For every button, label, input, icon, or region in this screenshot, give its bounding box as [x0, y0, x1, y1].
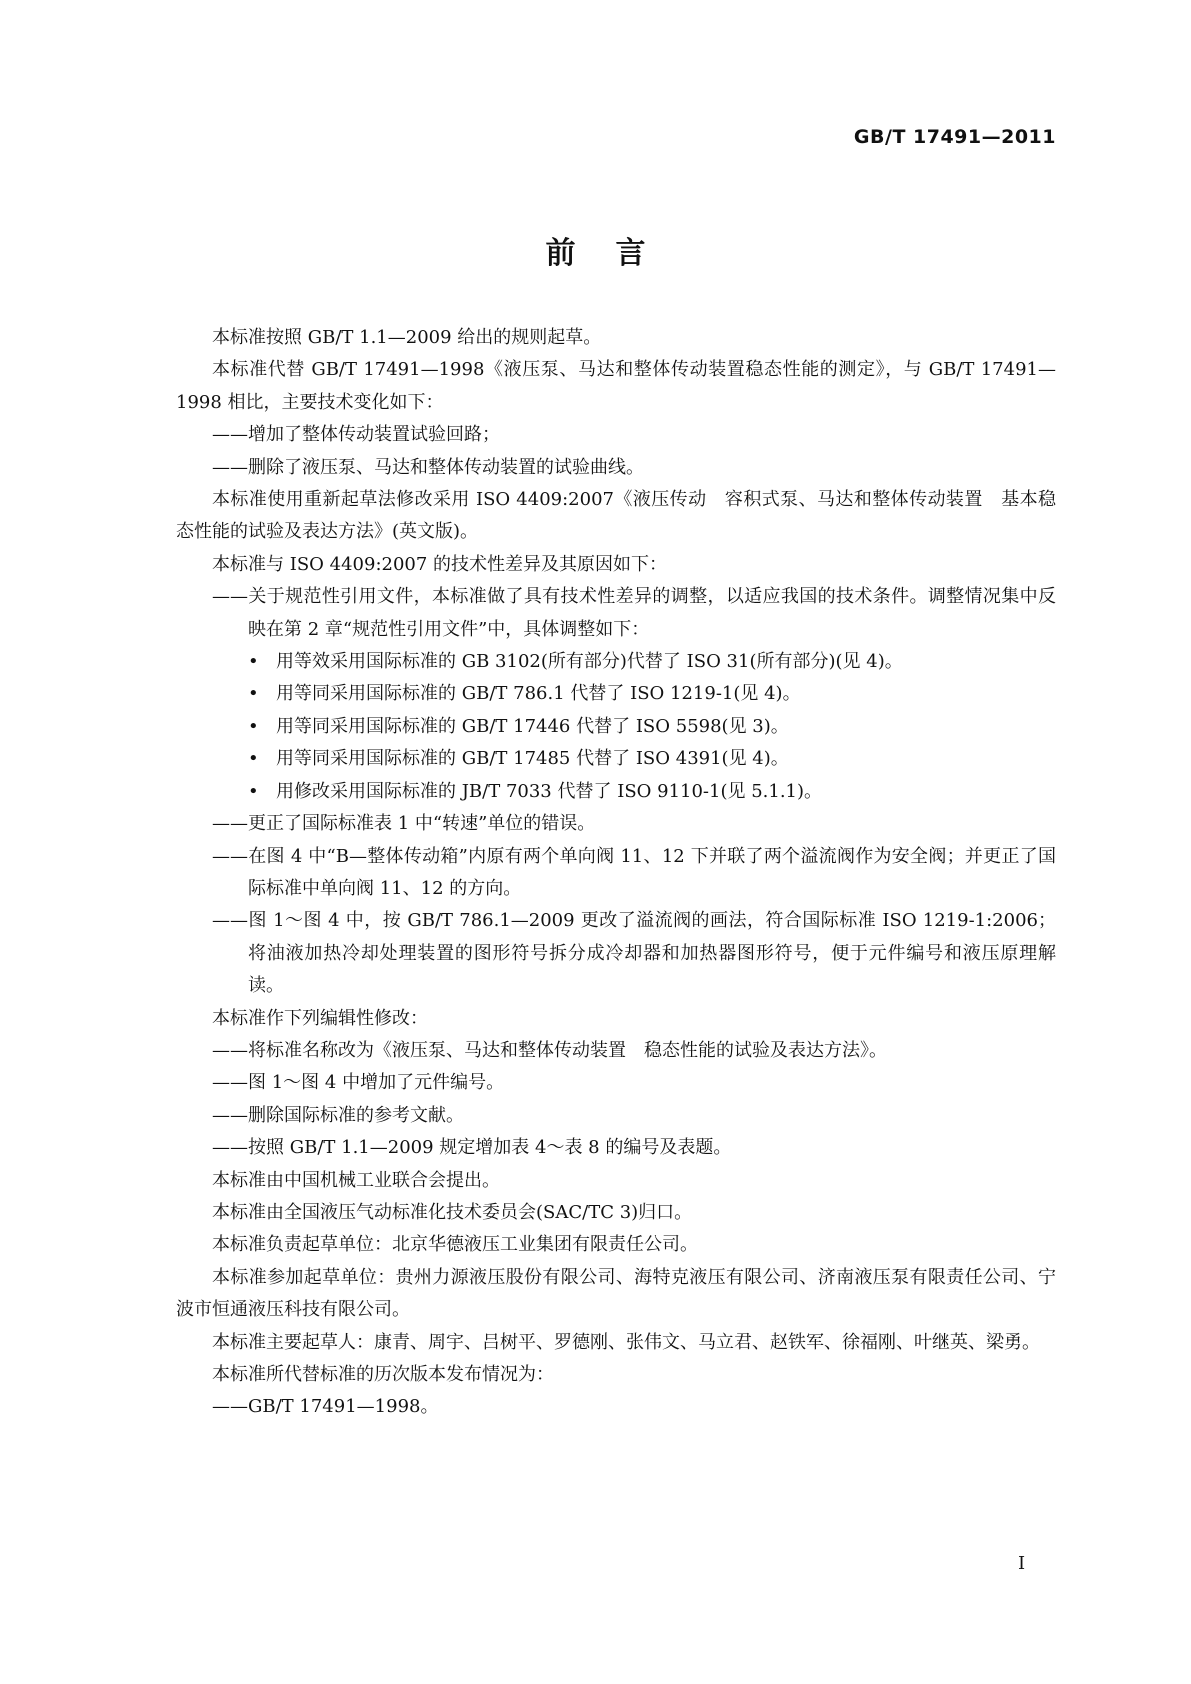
page-title: 前言	[545, 236, 686, 271]
paragraph: 本标准按照 GB/T 1.1—2009 给出的规则起草。	[212, 327, 602, 348]
list-item	[248, 776, 1056, 808]
paragraph: 本标准所代替标准的历次版本发布情况为：	[212, 1364, 554, 1385]
paragraph: 本标准使用重新起草法修改采用 ISO 4409:2007《液压传动 容积式泵、马达和整体传动装置 基本稳态性能的试验及表达方法》(英文版)。	[176, 489, 1056, 543]
list-item-text: 用等同采用国际标准的 GB/T 786.1 代替了 ISO 1219-1(见 4)。	[276, 683, 801, 705]
paragraph: 本标准主要起草人：康青、周宇、吕树平、罗德刚、张伟文、马立君、赵铁军、徐福刚、叶继英、梁勇。	[212, 1331, 1040, 1353]
dash-item: ——增加了整体传动装置试验回路；	[212, 424, 500, 446]
paragraph: 本标准代替 GB/T 17491—1998《液压泵、马达和整体传动装置稳态性能的测定》，与 GB/T 17491—1998 相比，主要技术变化如下：	[176, 359, 1056, 413]
list-item-text: 用等效采用国际标准的 GB 3102(所有部分)代替了 ISO 31(所有部分)(见 4)。	[276, 651, 903, 673]
dash-item: ——图 1～图 4 中增加了元件编号。	[212, 1072, 505, 1094]
page-number: I	[1018, 1553, 1026, 1574]
list-item-text: 用修改采用国际标准的 JB/T 7033 代替了 ISO 9110-1(见 5.1.1)。	[276, 780, 823, 802]
list-item	[248, 743, 1056, 775]
standard-number: GB/T 17491—2011	[853, 126, 1056, 148]
dash-item: ——按照 GB/T 1.1—2009 规定增加表 4～表 8 的编号及表题。	[212, 1137, 732, 1159]
bullet-icon: •	[248, 715, 259, 737]
dash-item: ——删除了液压泵、马达和整体传动装置的试验曲线。	[212, 456, 644, 478]
dash-item: ——更正了国际标准表 1 中“转速”单位的错误。	[212, 813, 596, 835]
dash-item: ——图 1～图 4 中，按 GB/T 786.1—2009 更改了溢流阀的画法，符合国际标准 ISO 1219-1:2006；将油液加热冷却处理装置的图形符号拆分成冷却器和加热器图形符号，便于元件编号和液压原理解读。	[212, 910, 1056, 997]
list-item-text: 用等同采用国际标准的 GB/T 17485 代替了 ISO 4391(见 4)。	[276, 748, 789, 770]
list-item	[248, 711, 1056, 743]
bullet-icon: •	[248, 683, 259, 705]
bullet-list	[176, 646, 1056, 808]
dash-item: ——关于规范性引用文件，本标准做了具有技术性差异的调整，以适应我国的技术条件。调整情况集中反映在第 2 章“规范性引用文件”中，具体调整如下：	[212, 586, 1056, 640]
list-item-text: 用等同采用国际标准的 GB/T 17446 代替了 ISO 5598(见 3)。	[276, 715, 789, 737]
document-body	[176, 322, 1056, 1424]
bullet-icon: •	[248, 651, 259, 673]
paragraph: 本标准作下列编辑性修改：	[212, 1007, 428, 1029]
paragraph: 本标准由中国机械工业联合会提出。	[212, 1169, 500, 1191]
bullet-icon: •	[248, 780, 259, 802]
dash-item: ——删除国际标准的参考文献。	[212, 1104, 464, 1126]
list-item	[248, 678, 1056, 710]
list-item	[248, 646, 1056, 678]
paragraph: 本标准由全国液压气动标准化技术委员会(SAC/TC 3)归口。	[212, 1201, 693, 1223]
paragraph: 本标准参加起草单位：贵州力源液压股份有限公司、海特克液压有限公司、济南液压泵有限责任公司、宁波市恒通液压科技有限公司。	[176, 1266, 1056, 1321]
paragraph: 本标准负责起草单位：北京华德液压工业集团有限责任公司。	[212, 1234, 698, 1256]
dash-item: ——在图 4 中“B—整体传动箱”内原有两个单向阀 11、12 下并联了两个溢流阀作为安全阀；并更正了国际标准中单向阀 11、12 的方向。	[212, 845, 1056, 899]
paragraph: 本标准与 ISO 4409:2007 的技术性差异及其原因如下：	[212, 553, 668, 575]
dash-item: ——将标准名称改为《液压泵、马达和整体传动装置 稳态性能的试验及表达方法》。	[212, 1039, 887, 1061]
bullet-icon: •	[248, 748, 259, 770]
dash-item: ——GB/T 17491—1998。	[212, 1396, 439, 1418]
